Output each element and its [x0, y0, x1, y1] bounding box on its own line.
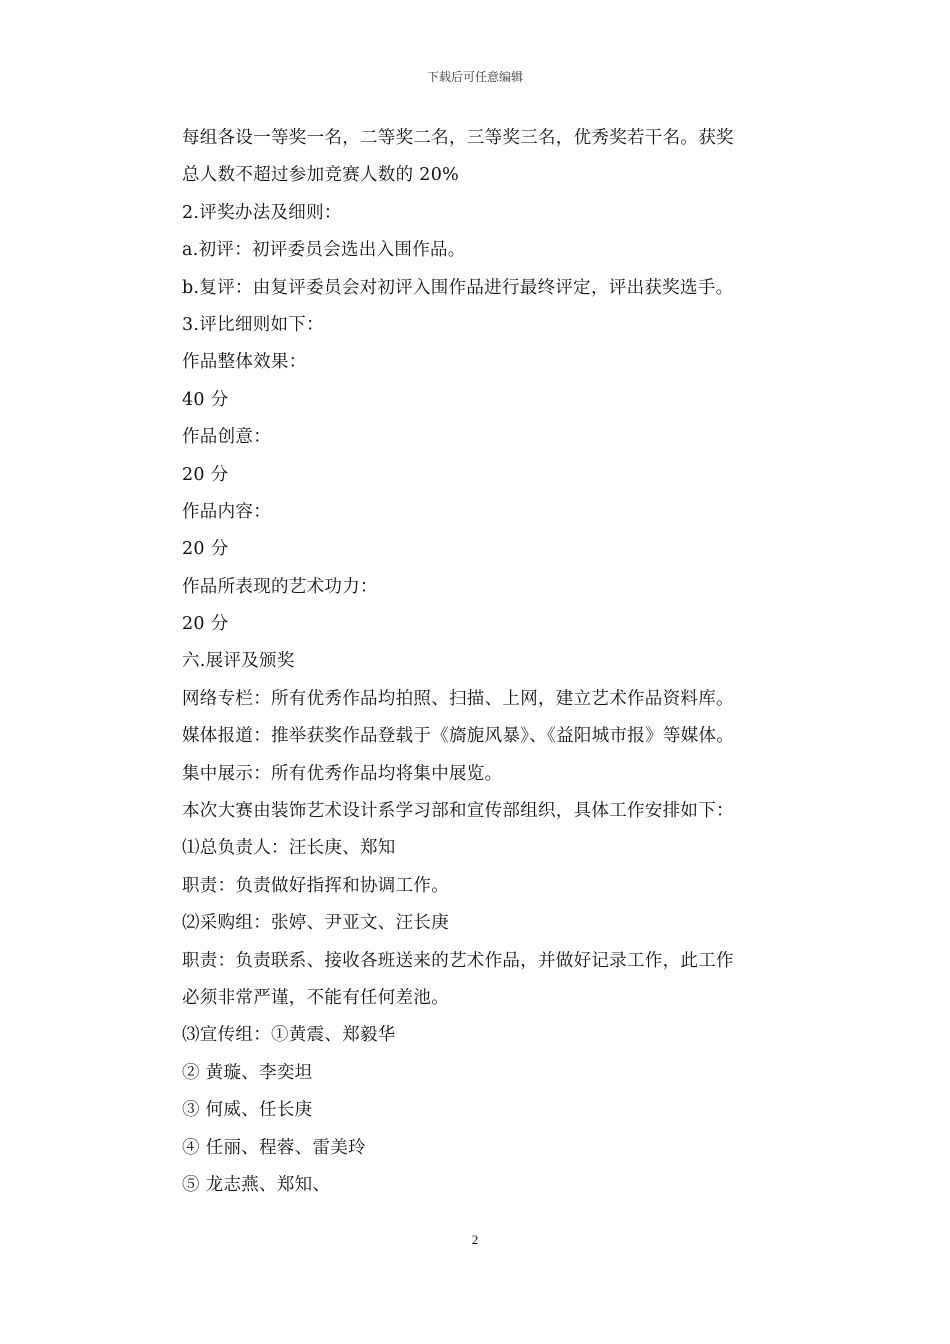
body-line: 媒体报道：推举获奖作品登载于《旖旎风暴》、《益阳城市报》等媒体。: [182, 726, 735, 747]
body-line: 20 分: [182, 539, 229, 560]
document-body: [182, 124, 822, 1208]
body-line: 作品内容：: [182, 501, 271, 522]
body-line: a.初评：初评委员会选出入围作品。: [182, 240, 466, 261]
body-line: ⑶宣传组：①黄震、郑毅华: [182, 1025, 396, 1046]
body-line: 每组各设一等奖一名，二等奖二名，三等奖三名，优秀奖若干名。获奖: [182, 128, 734, 148]
body-line: 3.评比细则如下：: [182, 314, 324, 335]
body-line: 2.评奖办法及细则：: [182, 202, 342, 223]
body-line: 20 分: [182, 464, 229, 485]
body-line: 职责：负责做好指挥和协调工作。: [182, 875, 449, 896]
body-line: ④ 任丽、程蓉、雷美玲: [182, 1137, 366, 1158]
body-line: ③ 何威、任长庚: [182, 1100, 313, 1121]
body-line: 本次大赛由装饰艺术设计系学习部和宣传部组织，具体工作安排如下：: [182, 801, 734, 822]
body-line: 集中展示：所有优秀作品均将集中展览。: [182, 763, 503, 784]
body-line: 作品所表现的艺术功力：: [182, 576, 378, 597]
body-line: 网络专栏：所有优秀作品均拍照、扫描、上网，建立艺术作品资料库。: [182, 688, 734, 709]
body-line: ⑵采购组：张婷、尹亚文、汪长庚: [182, 913, 449, 934]
body-line: 必须非常严谨，不能有任何差池。: [182, 987, 449, 1008]
body-line: 总人数不超过参加竞赛人数的 20%: [182, 165, 460, 186]
body-line: ② 黄璇、李奕坦: [182, 1062, 313, 1083]
page-header: 下载后可任意编辑: [426, 70, 523, 84]
body-line: ⑴总负责人：汪长庚、郑知: [182, 838, 396, 859]
section-heading: 六.展评及颁奖: [182, 651, 295, 672]
body-line: 作品整体效果：: [182, 352, 307, 373]
page-number: 2: [471, 1232, 479, 1247]
body-line: 20 分: [182, 614, 229, 635]
body-line: 职责：负责联系、接收各班送来的艺术作品，并做好记录工作，此工作: [182, 950, 734, 971]
body-line: ⑤ 龙志燕、郑知、: [182, 1174, 331, 1195]
body-line: 40 分: [182, 389, 229, 410]
body-line: 作品创意：: [182, 427, 271, 448]
body-line: b.复评：由复评委员会对初评入围作品进行最终评定，评出获奖选手。: [182, 277, 734, 298]
